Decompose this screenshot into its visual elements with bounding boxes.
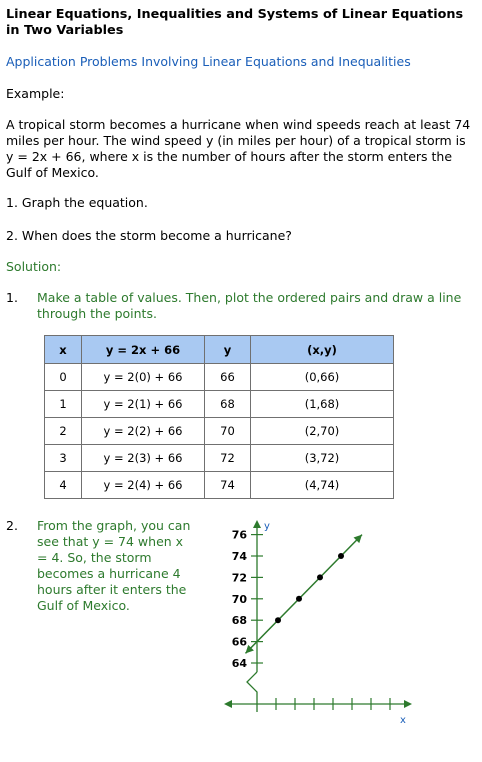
data-point [317, 574, 323, 580]
table-cell: 0 [45, 364, 82, 391]
y-tick-label: 64 [231, 657, 247, 670]
table-cell: y = 2(3) + 66 [82, 445, 205, 472]
table-header-cell: y [205, 336, 251, 364]
section-subtitle-link[interactable]: Application Problems Involving Linear Equations and Inequalities [6, 54, 411, 69]
series-line [245, 535, 362, 654]
y-axis-label: y [264, 521, 270, 532]
step-2-text: From the graph, you can see that y = 74 when x = 4. So, the storm becomes a hurricane 4 hours after it enters the Gulf of Mexico. [37, 518, 191, 613]
x-axis-left-arrow-icon [224, 700, 232, 708]
table-cell: 74 [205, 472, 251, 499]
y-tick-label: 66 [231, 635, 247, 649]
table-cell: 70 [205, 418, 251, 445]
step-1-text: Make a table of values. Then, plot the ordered pairs and draw a line through the points. [37, 290, 462, 321]
y-tick-label: 70 [231, 592, 247, 606]
table-cell: 72 [205, 445, 251, 472]
table-cell: 2 [45, 418, 82, 445]
table-cell: y = 2(1) + 66 [82, 391, 205, 418]
table-header-cell: y = 2x + 66 [82, 336, 205, 364]
table-cell: 66 [205, 364, 251, 391]
y-tick-label: 68 [231, 614, 247, 628]
y-tick-label: 76 [231, 528, 247, 542]
x-axis-label: x [400, 715, 406, 726]
data-point [296, 596, 302, 602]
question-1: 1. Graph the equation. [6, 195, 148, 210]
question-2: 2. When does the storm become a hurricane? [6, 228, 292, 243]
problem-statement: A tropical storm becomes a hurricane when wind speeds reach at least 74 miles per hour. The wind speed y (in miles per hour) of a tropical storm is y = 2x + 66, where x is the number of hours after the storm enters the Gulf of Mexico. [6, 117, 471, 180]
table-header-cell: x [45, 336, 82, 364]
table-cell: (0,66) [251, 364, 394, 391]
page-title: Linear Equations, Inequalities and Systems of Linear Equations in Two Variables [6, 7, 464, 38]
y-axis-arrow-icon [253, 520, 261, 528]
table-cell: 3 [45, 445, 82, 472]
table-cell: 4 [45, 472, 82, 499]
table-cell: (1,68) [251, 391, 394, 418]
table-cell: (3,72) [251, 445, 394, 472]
table-cell: (4,74) [251, 472, 394, 499]
y-tick-label: 72 [231, 571, 247, 585]
step-2-number: 2. [6, 518, 18, 533]
x-axis-right-arrow-icon [404, 700, 412, 708]
y-tick-label: 74 [231, 550, 247, 563]
table-cell: y = 2(4) + 66 [82, 472, 205, 499]
table-cell: y = 2(2) + 66 [82, 418, 205, 445]
solution-label: Solution: [6, 259, 62, 274]
data-point [275, 617, 281, 623]
table-cell: (2,70) [251, 418, 394, 445]
table-header-cell: (x,y) [251, 336, 394, 364]
table-cell: 1 [45, 391, 82, 418]
step-1-number: 1. [6, 290, 18, 305]
y-axis-break [247, 672, 257, 712]
data-point [338, 553, 344, 559]
example-label: Example: [6, 86, 65, 101]
table-cell: y = 2(0) + 66 [82, 364, 205, 391]
table-cell: 68 [205, 391, 251, 418]
